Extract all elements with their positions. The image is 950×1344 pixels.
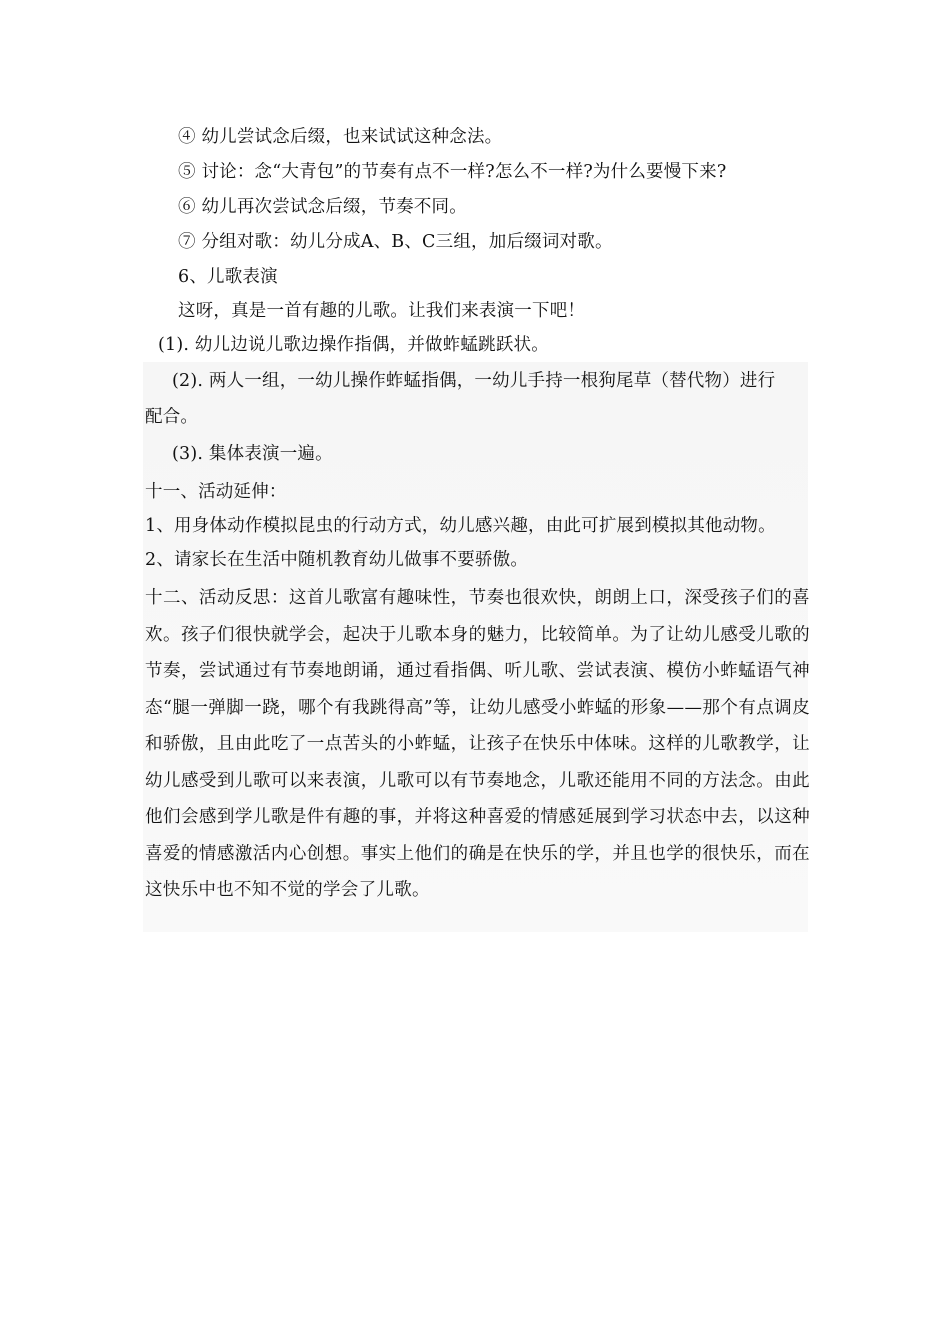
section-6-heading: 6、儿歌表演 (178, 267, 278, 287)
performance-item-2-continued: 配合。 (145, 407, 199, 427)
extension-item-1: 1、用身体动作模拟昆虫的行动方式，幼儿感兴趣，由此可扩展到模拟其他动物。 (145, 516, 776, 536)
step-5-line: ⑤ 讨论：念“大青包”的节奏有点不一样?怎么不一样?为什么要慢下来? (178, 162, 727, 182)
step-7-line: ⑦ 分组对歌：幼儿分成A、B、C三组，加后缀词对歌。 (178, 232, 613, 252)
step-6-line: ⑥ 幼儿再次尝试念后缀，节奏不同。 (178, 197, 467, 217)
performance-item-3: (3). 集体表演一遍。 (172, 444, 333, 464)
performance-item-2: (2). 两人一组，一幼儿操作蚱蜢指偶，一幼儿手持一根狗尾草（替代物）进行 (172, 371, 776, 391)
reflection-paragraph: 十二、活动反思：这首儿歌富有趣味性，节奏也很欢快，朗朗上口，深受孩子们的喜欢。孩子们很快就学会，起决于儿歌本身的魅力，比较简单。为了让幼儿感受儿歌的节奏，尝试通过有节奏地朗诵，通过看指偶、听儿歌、尝试表演、模仿小蚱蜢语气神态“腿一弹脚一跷，哪个有我跳得高”等，让幼儿感受小蚱蜢的形象——那个有点调皮和骄傲，且由此吃了一点苦头的小蚱蜢，让孩子在快乐中体味。这样的儿歌教学，让幼儿感受到儿歌可以来表演，儿歌可以有节奏地念，儿歌还能用不同的方法念。由此他们会感到学儿歌是件有趣的事，并将这种喜爱的情感延展到学习状态中去，以这种喜爱的情感激活内心创想。事实上他们的确是在快乐的学，并且也学的很快乐，而在这快乐中也不知不觉的学会了儿歌。 (145, 588, 810, 900)
section-11-heading: 十一、活动延伸： (145, 482, 287, 502)
performance-item-1: (1). 幼儿边说儿歌边操作指偶，并做蚱蜢跳跃状。 (158, 335, 549, 355)
step-4-line: ④ 幼儿尝试念后缀，也来试试这种念法。 (178, 127, 503, 147)
extension-item-2: 2、请家长在生活中随机教育幼儿做事不要骄傲。 (145, 550, 529, 570)
intro-line: 这呀，真是一首有趣的儿歌。让我们来表演一下吧！ (178, 301, 586, 321)
